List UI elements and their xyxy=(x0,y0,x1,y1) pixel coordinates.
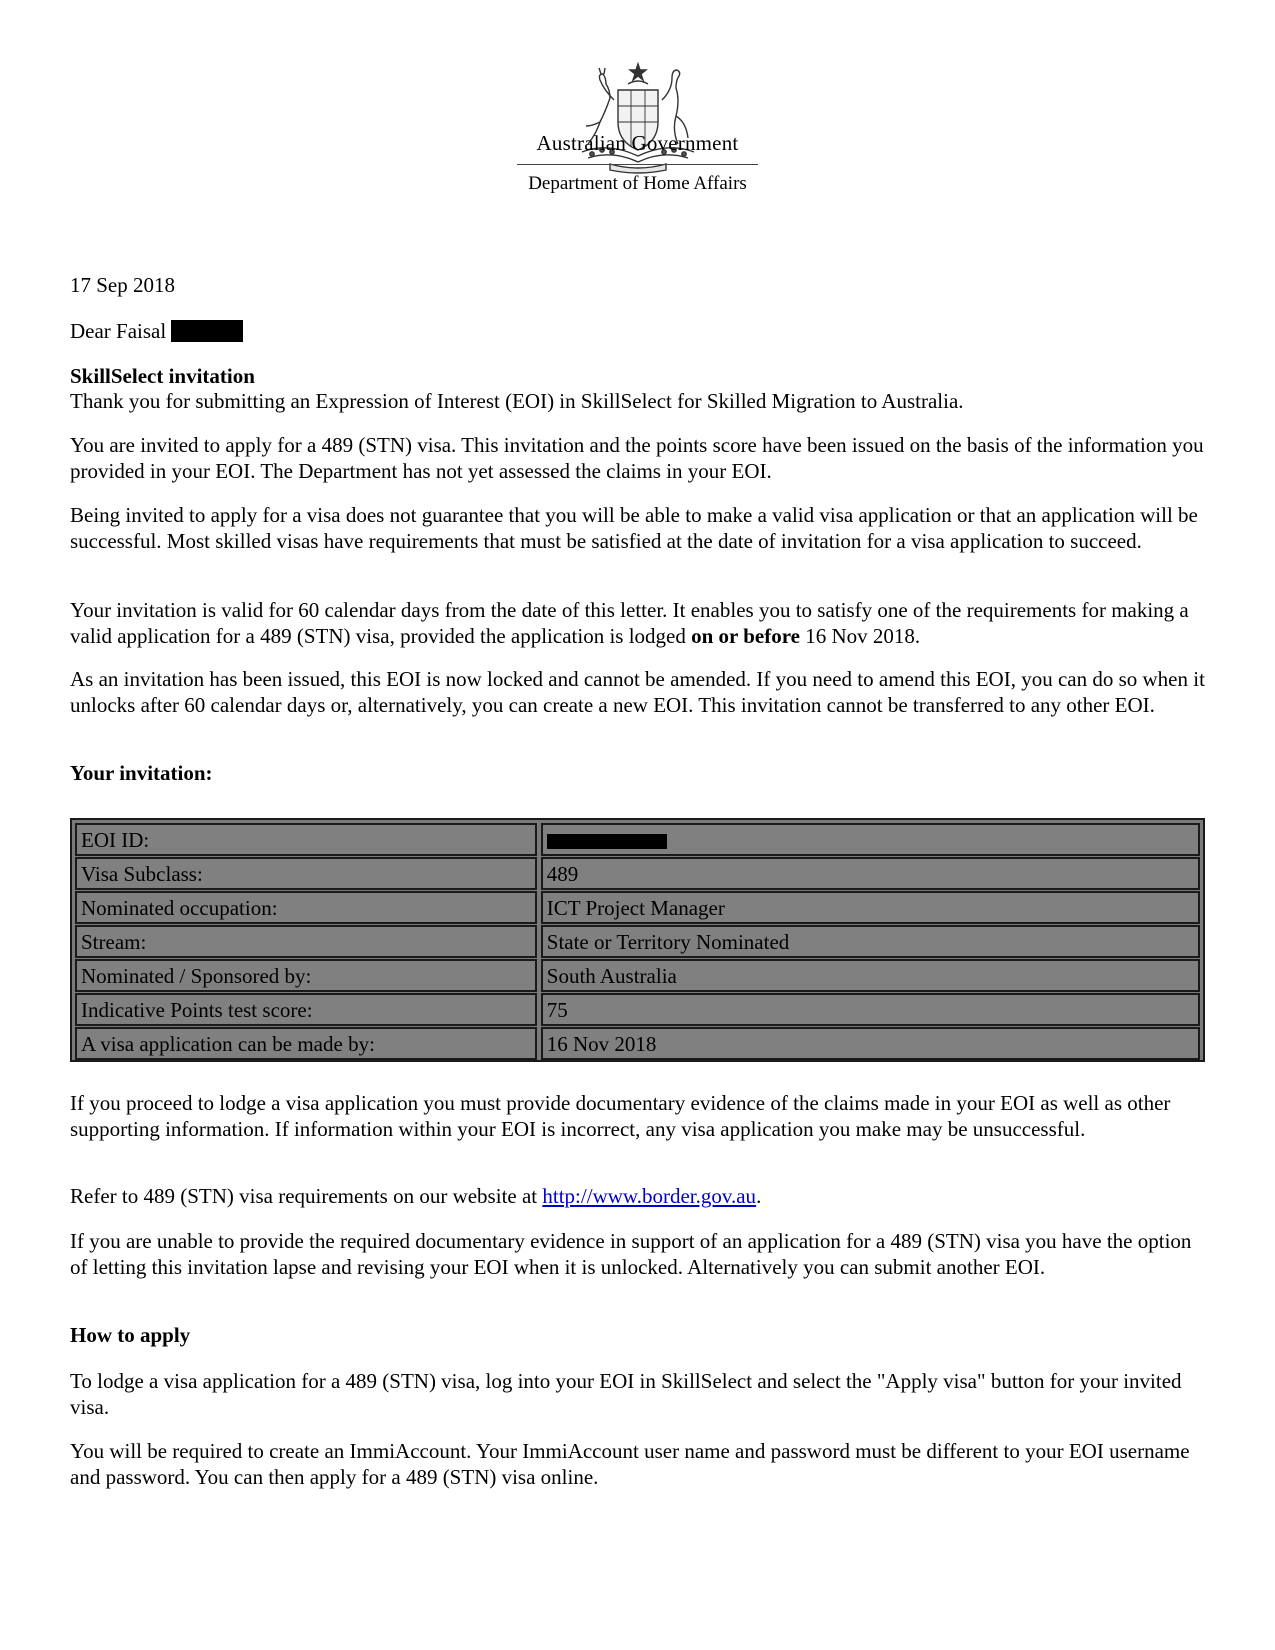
validity-text: Your invitation is valid for 60 calendar days from the date of this letter. It enables you to satisfy one of the requirements for making a valid application for a 489 (STN) visa, provided the application is lodged xyxy=(70,598,1189,648)
row-label-occupation: Nominated occupation: xyxy=(75,891,537,924)
salutation-text: Dear Faisal xyxy=(70,319,167,343)
paragraph-website xyxy=(70,1183,1210,1209)
paragraph-lodge: To lodge a visa application for a 489 (STN) visa, log into your EOI in SkillSelect and select the "Apply visa" button for your invited visa. xyxy=(70,1369,1182,1419)
row-value-eoi-id xyxy=(541,823,1200,856)
table-row xyxy=(75,959,1200,992)
website-text: Refer to 489 (STN) visa requirements on our website at xyxy=(70,1184,543,1208)
validity-date: 16 Nov 2018. xyxy=(800,624,921,648)
coat-of-arms-icon xyxy=(548,60,728,175)
letter-date: 17 Sep 2018 xyxy=(70,273,175,297)
government-name: Australian Government xyxy=(536,131,739,155)
row-label-sponsor: Nominated / Sponsored by: xyxy=(75,959,537,992)
border-website-link[interactable]: http://www.border.gov.au xyxy=(542,1184,757,1208)
paragraph-evidence: If you proceed to lodge a visa application you must provide documentary evidence of the claims made in your EOI as well as other supporting information. If information within your EOI is incorrect, any visa application you make may be unsuccessful. xyxy=(70,1091,1171,1141)
paragraph-locked: As an invitation has been issued, this EOI is now locked and cannot be amended. If you need to amend this EOI, you can do so when it unlocks after 60 calendar days or, alternatively, you can create a new EOI. This invitation cannot be transferred to any other EOI. xyxy=(70,667,1205,717)
letter-heading: SkillSelect invitation xyxy=(70,364,255,388)
table-row xyxy=(75,993,1200,1026)
how-to-apply-heading: How to apply xyxy=(70,1323,191,1347)
redacted-surname xyxy=(171,320,243,342)
salutation xyxy=(70,318,1210,344)
row-label-visa-subclass: Visa Subclass: xyxy=(75,857,537,890)
paragraph-immiaccount: You will be required to create an ImmiAccount. Your ImmiAccount user name and password must be different to your EOI username and password. You can then apply for a 489 (STN) visa online. xyxy=(70,1439,1190,1489)
paragraph-invited: You are invited to apply for a 489 (STN) visa. This invitation and the points score have been issued on the basis of the information you provided in your EOI. The Department has not yet assessed the claims in your EOI. xyxy=(70,433,1204,483)
row-label-stream: Stream: xyxy=(75,925,537,958)
row-label-deadline: A visa application can be made by: xyxy=(75,1027,537,1060)
paragraph-lapse: If you are unable to provide the required documentary evidence in support of an application for a 489 (STN) visa you have the option of letting this invitation lapse and revising your EOI when it is unlocked. Alternatively you can submit another EOI. xyxy=(70,1229,1192,1279)
table-row xyxy=(75,1027,1200,1060)
row-label-eoi-id: EOI ID: xyxy=(75,823,537,856)
paragraph-intro: Thank you for submitting an Expression of Interest (EOI) in SkillSelect for Skilled Migration to Australia. xyxy=(70,389,964,413)
table-row xyxy=(75,823,1200,856)
website-text-end: . xyxy=(756,1184,762,1208)
row-value-points: 75 xyxy=(541,993,1200,1026)
paragraph-no-guarantee: Being invited to apply for a visa does not guarantee that you will be able to make a valid visa application or that an application will be successful. Most skilled visas have requirements that must be satisfied at the date of invitation for a visa application to succeed. xyxy=(70,503,1198,553)
letterhead-divider xyxy=(517,164,758,165)
row-value-sponsor: South Australia xyxy=(541,959,1200,992)
row-value-stream: State or Territory Nominated xyxy=(541,925,1200,958)
redacted-eoi-id xyxy=(547,834,667,849)
letterhead xyxy=(0,60,1275,175)
validity-emphasis: on or before xyxy=(691,624,800,648)
invitation-table xyxy=(70,818,1205,1062)
department-name: Department of Home Affairs xyxy=(528,173,747,194)
table-row xyxy=(75,891,1200,924)
table-row xyxy=(75,857,1200,890)
table-row xyxy=(75,925,1200,958)
row-value-deadline: 16 Nov 2018 xyxy=(541,1027,1200,1060)
paragraph-validity xyxy=(70,597,1210,649)
row-value-occupation: ICT Project Manager xyxy=(541,891,1200,924)
row-value-visa-subclass: 489 xyxy=(541,857,1200,890)
invitation-heading: Your invitation: xyxy=(70,761,213,785)
row-label-points: Indicative Points test score: xyxy=(75,993,537,1026)
